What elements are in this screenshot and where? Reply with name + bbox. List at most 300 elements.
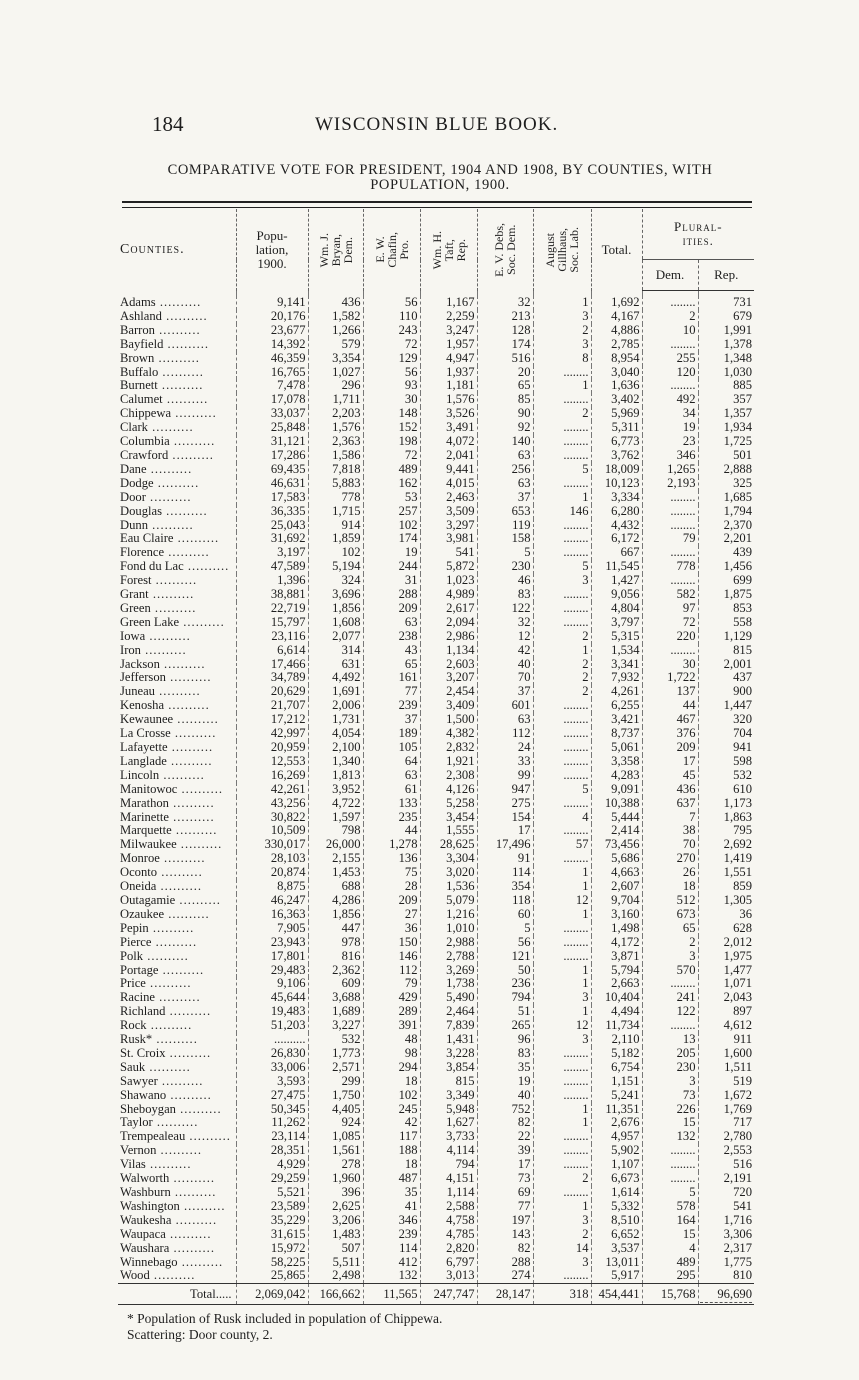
cell-pop: 9,106 [236,977,308,991]
table-row [118,727,754,741]
table-row [118,616,754,630]
cell-chafin: 42 [363,1116,420,1130]
cell-rep: 516 [698,1158,754,1172]
cell-bryan: 3,227 [308,1019,363,1033]
cell-total: 5,061 [591,741,642,755]
cell-taft: 2,617 [420,602,477,616]
table-row [118,658,754,672]
table-row [118,1075,754,1089]
cell-pop: 17,212 [236,713,308,727]
cell-debs: 143 [477,1228,533,1242]
cell-dem: 255 [642,352,698,366]
cell-total: 10,123 [591,477,642,491]
cell-rep: 1,769 [698,1103,754,1117]
leader-dots: .......... [150,601,197,615]
table-row [118,1228,754,1242]
cell-dem: 26 [642,866,698,880]
cell-debs: 236 [477,977,533,991]
cell-total: 10,404 [591,991,642,1005]
cell-rep: 1,775 [698,1256,754,1270]
cell-gillhaus: 1 [533,644,591,658]
cell-pop: 8,875 [236,880,308,894]
dash-tail [700,1302,752,1303]
cell-dem: ........ [642,644,698,658]
table-row [118,1061,754,1075]
cell-debs: 24 [477,741,533,755]
leader-dots: .......... [151,574,198,588]
cell-chafin: 391 [363,1019,420,1033]
leader-dots: .......... [146,1019,193,1033]
table-row [118,1172,754,1186]
cell-total: 3,341 [591,658,642,672]
cell-pop: .......... [236,1033,308,1047]
county-name: Pepin .......... [120,921,195,935]
leader-dots: .......... [183,560,230,574]
leader-dots: .......... [145,490,192,504]
cell-rep: 941 [698,741,754,755]
table-row [118,477,754,491]
leader-dots: .......... [169,1172,215,1186]
table-title-line1: COMPARATIVE VOTE FOR PRESIDENT, 1904 AND 1908, BY COUNTIES, WITH [167,162,713,178]
cell-taft: 1,921 [420,755,477,769]
cell-taft: 3,509 [420,505,477,519]
leader-dots: .......... [170,727,217,741]
county-name: Dodge .......... [120,476,200,490]
cell-bryan: 1,856 [308,602,363,616]
cell-total: 3,334 [591,491,642,505]
county-name: Ashland .......... [120,309,208,323]
cell-rep: 1,305 [698,894,754,908]
cell-debs: 5 [477,922,533,936]
cell-gillhaus: ........ [533,1269,591,1283]
cell-total: 18,009 [591,463,642,477]
leader-dots: .......... [161,309,208,323]
cell-chafin: 114 [363,1242,420,1256]
cell-gillhaus: ........ [533,616,591,630]
cell-gillhaus: 1 [533,1116,591,1130]
cell-gillhaus: 1 [533,379,591,393]
cell-bryan: 2,006 [308,699,363,713]
cell-dem: 778 [642,560,698,574]
cell-debs: 128 [477,324,533,338]
cell-gillhaus: 12 [533,1019,591,1033]
cell-taft: 28,625 [420,838,477,852]
cell-rep: 1,447 [698,699,754,713]
cell-chafin: 429 [363,991,420,1005]
cell-debs: 653 [477,505,533,519]
cell-dem: 7 [642,811,698,825]
cell-total: 2,785 [591,338,642,352]
cell-total: 6,754 [591,1061,642,1075]
leader-dots: .......... [173,713,219,727]
leader-dots: .......... [145,1060,191,1074]
cell-taft: 1,555 [420,824,477,838]
county-name: Walworth .......... [120,1172,215,1186]
cell-gillhaus: 2 [533,1228,591,1242]
leader-dots: .......... [145,1158,192,1172]
header-dem: Dem. [642,260,698,291]
cell-debs: 275 [477,797,533,811]
table-row [118,950,754,964]
cell-taft: 3,409 [420,699,477,713]
cell-dem: 97 [642,602,698,616]
leader-dots: .......... [159,852,206,866]
cell-total: 4,957 [591,1130,642,1144]
cell-total: 1,692 [591,296,642,310]
cell-debs: 96 [477,1033,533,1047]
county-name: Juneau .......... [120,685,201,699]
county-name: Ozaukee .......... [120,907,210,921]
cell-gillhaus: 3 [533,1214,591,1228]
cell-rep: 439 [698,546,754,560]
cell-taft: 2,988 [420,936,477,950]
cell-rep: 1,030 [698,366,754,380]
cell-taft: 5,948 [420,1103,477,1117]
cell-dem: 73 [642,1089,698,1103]
cell-taft: 4,947 [420,352,477,366]
cell-total: 6,652 [591,1228,642,1242]
top-rule [122,201,752,203]
table-row [118,463,754,477]
cell-chafin: 133 [363,797,420,811]
cell-bryan: 798 [308,824,363,838]
table-row [118,936,754,950]
cell-chafin: 1,278 [363,838,420,852]
table-row [118,296,754,310]
cell-chafin: 43 [363,644,420,658]
cell-gillhaus: ........ [533,852,591,866]
cell-rep: 2,780 [698,1130,754,1144]
cell-chafin: 117 [363,1130,420,1144]
table-row [118,894,754,908]
table-row [118,532,754,546]
cell-bryan: 396 [308,1186,363,1200]
cell-gillhaus: 5 [533,783,591,797]
cell-dem: 30 [642,658,698,672]
cell-bryan: 7,818 [308,463,363,477]
county-name: Richland .......... [120,1005,212,1019]
cell-dem: 4 [642,1242,698,1256]
cell-bryan: 1,773 [308,1047,363,1061]
cell-dem: ........ [642,1019,698,1033]
cell-chafin: 64 [363,755,420,769]
cell-debs: 17 [477,1158,533,1172]
cell-total: 8,737 [591,727,642,741]
cell-dem: 34 [642,407,698,421]
leader-dots: .......... [140,643,187,657]
cell-chafin: 61 [363,783,420,797]
cell-chafin: 162 [363,477,420,491]
cell-chafin: 289 [363,1005,420,1019]
cell-chafin: 489 [363,463,420,477]
cell-pop: 28,351 [236,1144,308,1158]
cell-total: 9,056 [591,588,642,602]
cell-total: 3,537 [591,1242,642,1256]
cell-chafin: 294 [363,1061,420,1075]
county-name: Trempealeau .......... [120,1130,231,1144]
cell-rep: 2,012 [698,936,754,950]
leader-dots: .......... [175,893,221,907]
cell-debs: 274 [477,1269,533,1283]
cell-bryan: 278 [308,1158,363,1172]
cell-gillhaus: ........ [533,922,591,936]
cell-pop: 20,176 [236,310,308,324]
cell-taft: 1,536 [420,880,477,894]
cell-debs: 77 [477,1200,533,1214]
cell-debs: 288 [477,1256,533,1270]
county-name: Sheboygan .......... [120,1102,222,1116]
cell-bryan: 1,576 [308,421,363,435]
table-row [118,685,754,699]
totals-bryan: 166,662 [308,1284,363,1305]
cell-chafin: 243 [363,324,420,338]
cell-debs: 35 [477,1061,533,1075]
cell-bryan: 2,498 [308,1269,363,1283]
cell-rep: 2,043 [698,991,754,1005]
leader-dots: .......... [176,838,223,852]
cell-taft: 1,023 [420,574,477,588]
header-taft [420,209,477,291]
county-name: Waukesha .......... [120,1213,218,1227]
cell-chafin: 44 [363,824,420,838]
cell-bryan: 296 [308,379,363,393]
cell-rep: 885 [698,379,754,393]
cell-bryan: 3,354 [308,352,363,366]
cell-total: 667 [591,546,642,560]
cell-dem: 467 [642,713,698,727]
cell-gillhaus: ........ [533,435,591,449]
cell-rep: 1,672 [698,1089,754,1103]
county-name: Buffalo .......... [120,365,204,379]
county-name: Marathon .......... [120,796,215,810]
table-row [118,338,754,352]
cell-pop: 23,114 [236,1130,308,1144]
leader-dots: .......... [169,1241,215,1255]
cell-dem: 17 [642,755,698,769]
cell-taft: 1,181 [420,379,477,393]
cell-total: 8,954 [591,352,642,366]
header-chafin-text: E. W. Chafin, Pro. [372,231,411,268]
cell-rep: 628 [698,922,754,936]
cell-pop: 31,121 [236,435,308,449]
cell-pop: 15,972 [236,1242,308,1256]
cell-debs: 17,496 [477,838,533,852]
header-pluralities: Plural- ities. [642,209,754,260]
cell-debs: 17 [477,824,533,838]
cell-total: 13,011 [591,1256,642,1270]
cell-bryan: 4,405 [308,1103,363,1117]
county-name: La Crosse .......... [120,727,217,741]
cell-debs: 37 [477,685,533,699]
leader-dots: .......... [166,1088,212,1102]
cell-chafin: 110 [363,310,420,324]
cell-gillhaus: ........ [533,1061,591,1075]
cell-rep: 1,348 [698,352,754,366]
totals-rep: 96,690 [698,1284,754,1305]
county-name: Rusk* .......... [120,1033,198,1047]
cell-debs: 56 [477,936,533,950]
cell-pop: 43,256 [236,797,308,811]
county-name: Douglas .......... [120,504,208,518]
cell-pop: 3,197 [236,546,308,560]
cell-debs: 91 [477,852,533,866]
cell-total: 1,614 [591,1186,642,1200]
cell-bryan: 2,203 [308,407,363,421]
leader-dots: .......... [168,796,215,810]
cell-debs: 114 [477,866,533,880]
cell-pop: 36,335 [236,505,308,519]
cell-gillhaus: ........ [533,1075,591,1089]
cell-chafin: 238 [363,630,420,644]
cell-bryan: 1,608 [308,616,363,630]
cell-chafin: 102 [363,1089,420,1103]
table-row [118,713,754,727]
cell-chafin: 288 [363,588,420,602]
cell-pop: 23,943 [236,936,308,950]
cell-total: 5,315 [591,630,642,644]
cell-taft: 5,872 [420,560,477,574]
leader-dots: .......... [145,977,192,991]
cell-total: 3,797 [591,616,642,630]
cell-dem: 578 [642,1200,698,1214]
cell-bryan: 778 [308,491,363,505]
leader-dots: .......... [164,699,210,713]
table-row [118,1158,754,1172]
cell-bryan: 1,859 [308,532,363,546]
county-name: Vernon .......... [120,1144,203,1158]
cell-taft: 2,788 [420,950,477,964]
cell-chafin: 174 [363,532,420,546]
cell-gillhaus: 3 [533,1033,591,1047]
cell-total: 6,280 [591,505,642,519]
cell-debs: 99 [477,769,533,783]
leader-dots: .......... [175,1102,222,1116]
cell-taft: 2,986 [420,630,477,644]
cell-chafin: 412 [363,1256,420,1270]
cell-bryan: 1,582 [308,310,363,324]
cell-total: 11,351 [591,1103,642,1117]
cell-dem: ........ [642,1172,698,1186]
totals-debs: 28,147 [477,1284,533,1305]
cell-debs: 42 [477,644,533,658]
table-row [118,824,754,838]
cell-taft: 4,382 [420,727,477,741]
cell-rep: 1,794 [698,505,754,519]
table-row [118,393,754,407]
cell-rep: 558 [698,616,754,630]
cell-dem: 19 [642,421,698,435]
cell-bryan: 688 [308,880,363,894]
cell-taft: 6,797 [420,1256,477,1270]
cell-chafin: 346 [363,1214,420,1228]
cell-gillhaus: 3 [533,310,591,324]
cell-debs: 32 [477,616,533,630]
cell-bryan: 436 [308,296,363,310]
cell-bryan: 924 [308,1116,363,1130]
cell-gillhaus: 1 [533,866,591,880]
leader-dots: .......... [157,379,204,393]
leader-dots: .......... [143,949,189,963]
county-name: Iowa .......... [120,629,191,643]
cell-dem: 512 [642,894,698,908]
totals-dem: 15,768 [642,1284,698,1305]
cell-dem: 346 [642,449,698,463]
cell-total: 2,607 [591,880,642,894]
table-row [118,1242,754,1256]
cell-bryan: 1,813 [308,769,363,783]
header-bryan [308,209,363,291]
cell-bryan: 1,856 [308,908,363,922]
cell-bryan: 299 [308,1075,363,1089]
header-bryan-text: Wm. J. Bryan, Dem. [316,232,355,267]
cell-rep: 2,201 [698,532,754,546]
totals-label: Total..... [118,1284,236,1305]
cell-dem: 38 [642,824,698,838]
county-name: Langlade .......... [120,754,213,768]
cell-rep: 1,456 [698,560,754,574]
county-name: Clark .......... [120,421,194,435]
table-row [118,922,754,936]
county-name: Washington .......... [120,1199,226,1213]
cell-total: 6,255 [591,699,642,713]
cell-chafin: 146 [363,950,420,964]
cell-rep: 1,551 [698,866,754,880]
cell-pop: 33,037 [236,407,308,421]
leader-dots: .......... [165,671,212,685]
cell-rep: 320 [698,713,754,727]
cell-taft: 2,820 [420,1242,477,1256]
cell-chafin: 65 [363,658,420,672]
cell-total: 1,534 [591,644,642,658]
cell-chafin: 56 [363,366,420,380]
table-row [118,852,754,866]
cell-dem: ........ [642,505,698,519]
cell-rep: 731 [698,296,754,310]
leader-dots: .......... [161,504,208,518]
cell-pop: 20,629 [236,685,308,699]
cell-bryan: 1,689 [308,1005,363,1019]
cell-pop: 22,719 [236,602,308,616]
cell-debs: 83 [477,588,533,602]
vote-table [118,209,754,1305]
cell-bryan: 5,883 [308,477,363,491]
cell-bryan: 3,688 [308,991,363,1005]
cell-bryan: 3,206 [308,1214,363,1228]
cell-debs: 516 [477,352,533,366]
cell-debs: 140 [477,435,533,449]
cell-debs: 794 [477,991,533,1005]
cell-debs: 121 [477,950,533,964]
cell-rep: 325 [698,477,754,491]
cell-gillhaus: 1 [533,977,591,991]
totals-chafin: 11,565 [363,1284,420,1305]
cell-chafin: 105 [363,741,420,755]
cell-dem: 376 [642,727,698,741]
cell-pop: 1,396 [236,574,308,588]
cell-total: 4,804 [591,602,642,616]
county-name: Monroe .......... [120,852,206,866]
cell-bryan: 1,731 [308,713,363,727]
cell-total: 3,358 [591,755,642,769]
cell-dem: 70 [642,838,698,852]
cell-taft: 4,989 [420,588,477,602]
cell-pop: 25,865 [236,1269,308,1283]
cell-total: 9,091 [591,783,642,797]
cell-taft: 1,134 [420,644,477,658]
table-row [118,630,754,644]
cell-rep: 1,357 [698,407,754,421]
county-name: Chippewa .......... [120,407,217,421]
